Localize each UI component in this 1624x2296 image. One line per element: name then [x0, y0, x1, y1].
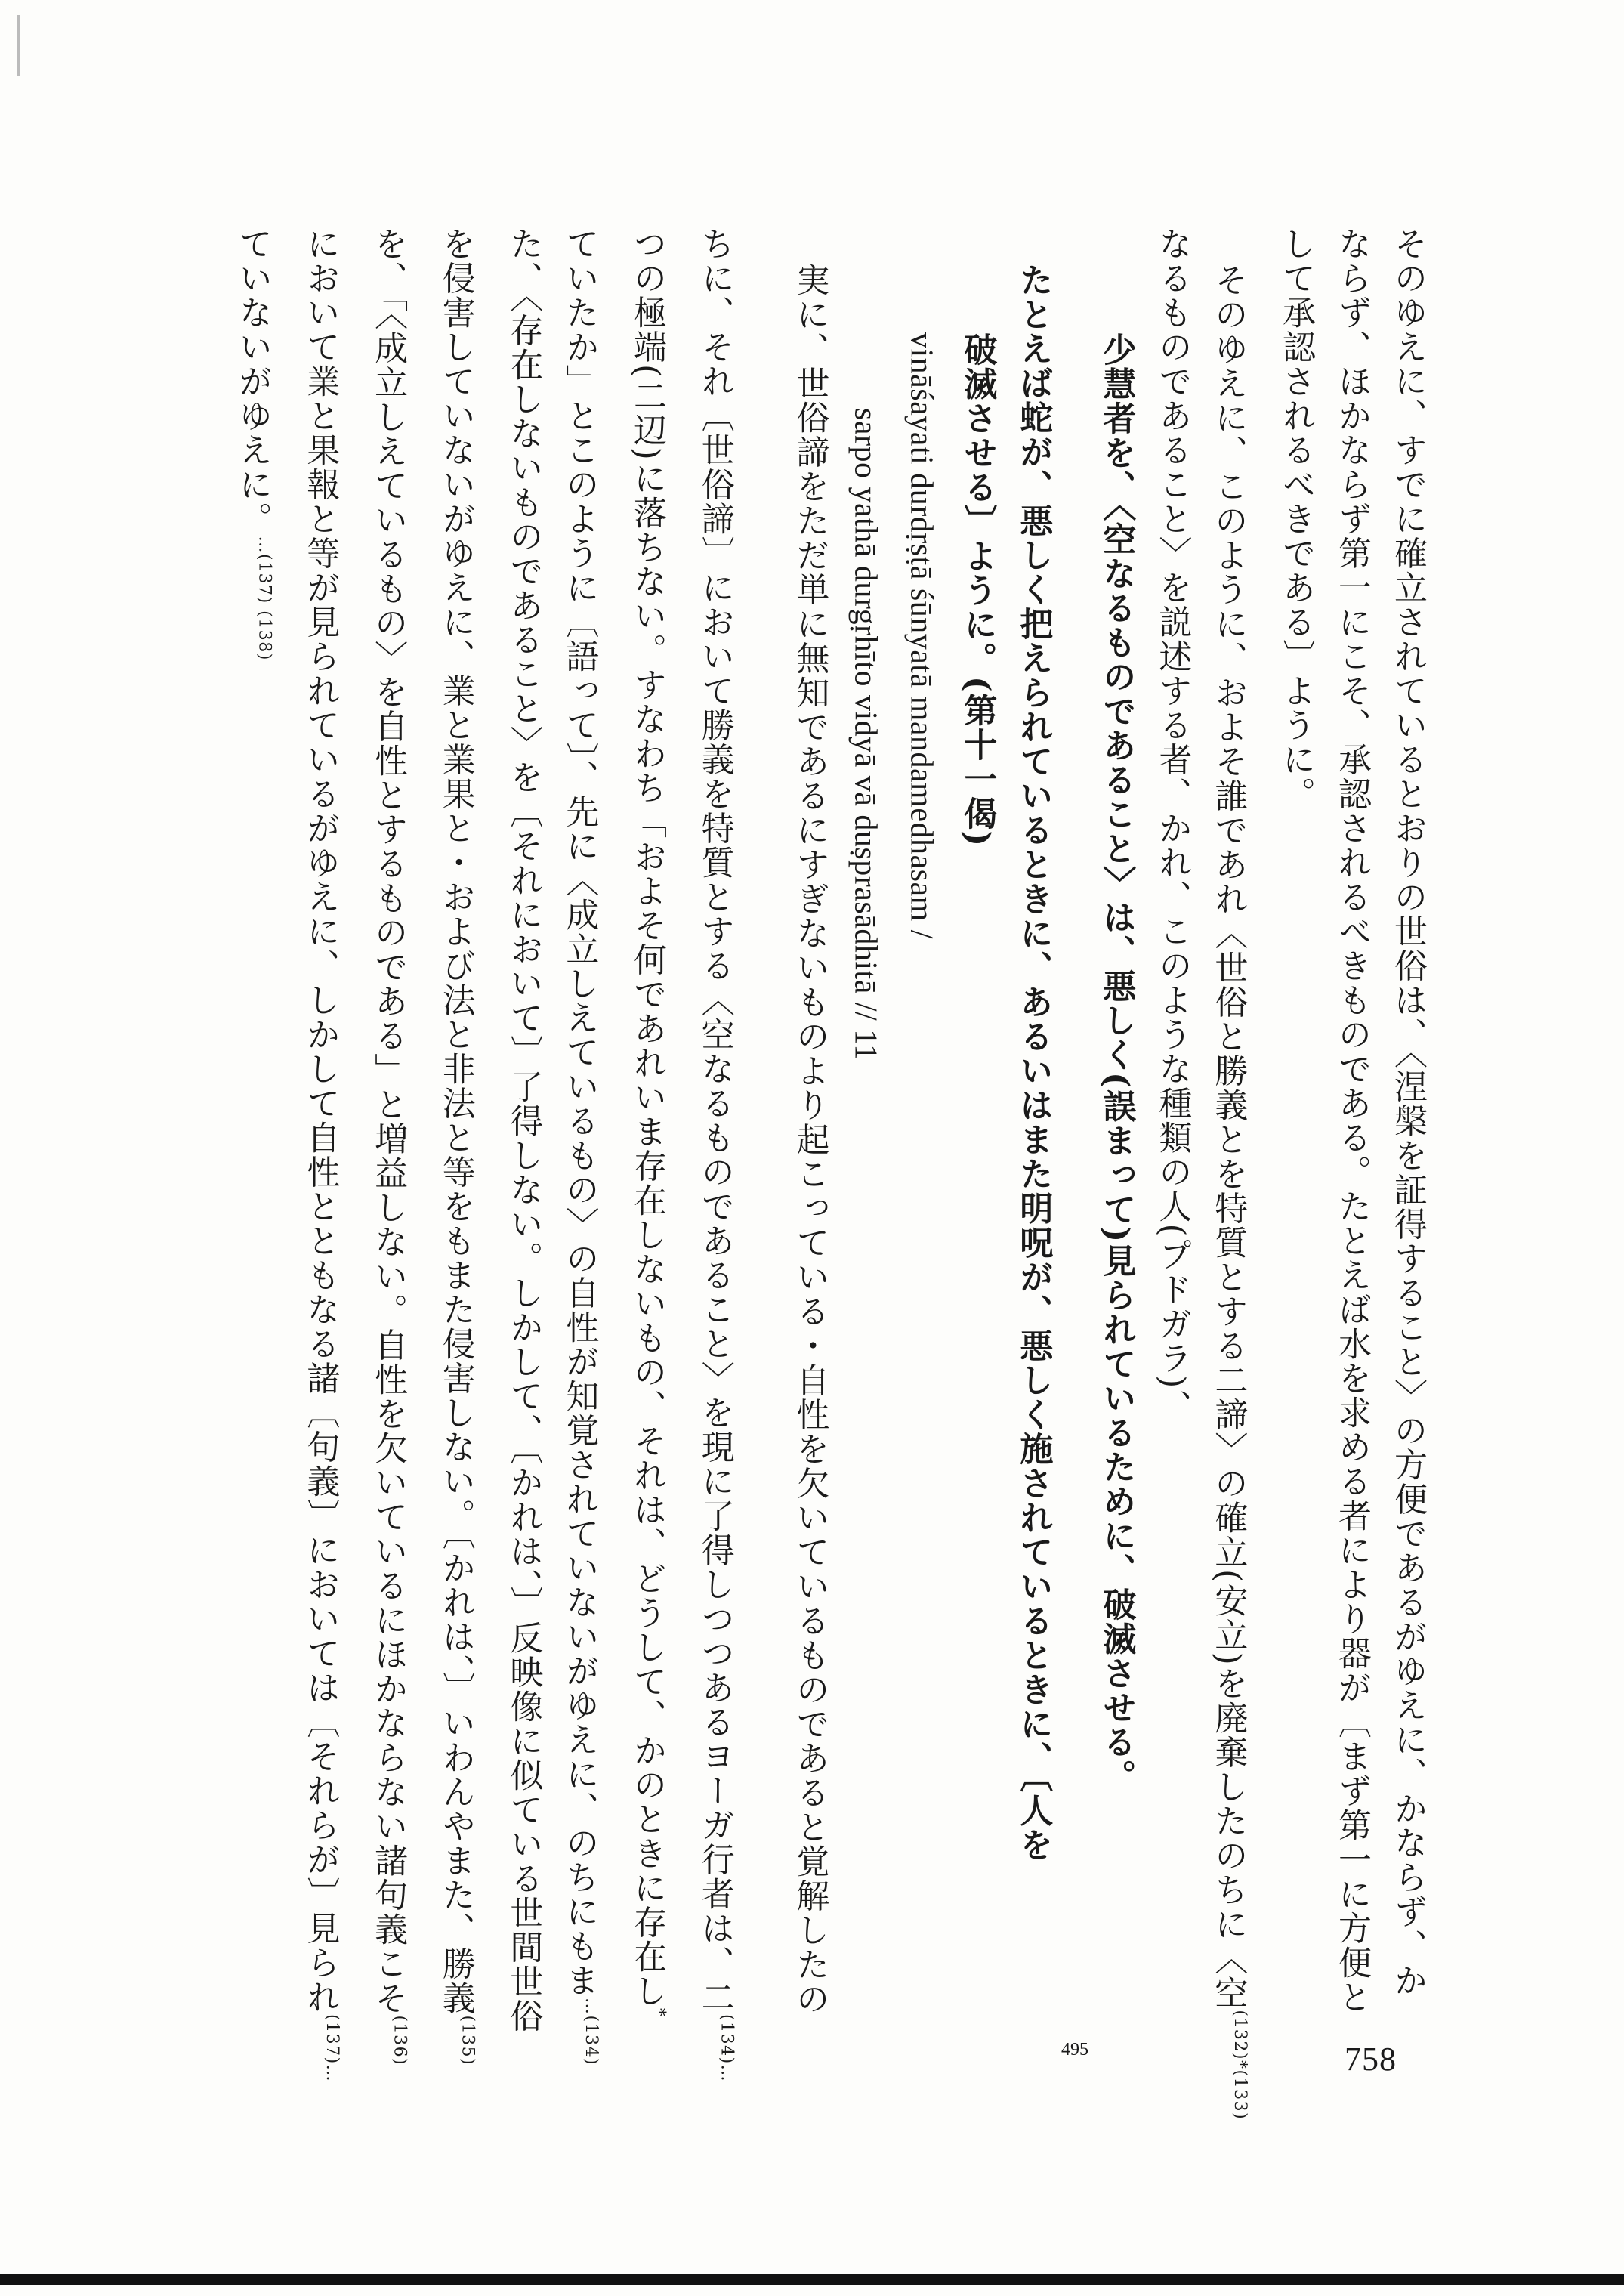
- text-line: ちに、それ〔世俗諦〕において勝義を特質とする〈空なるものであること〉を現に了得しつつあるヨーガ行者は、二$^{(134)\dots}$: [695, 227, 736, 2083]
- text-line: において業と果報と等が見られているがゆえに、しかして自性とともなる諸〔句義〕においては〔それらが〕見られ$^{(137)\dots}$: [301, 227, 342, 2083]
- verse-line: 少慧者を、〈空なるものであること〉は、悪しく(誤まって)見られているために、破滅させる。: [1097, 332, 1136, 1794]
- text-line: た、〈存在しないものであること〉を〔それにおいて〕了得しない。しかして、〔かれは、〕反映像に似ている世間世俗: [504, 227, 543, 2033]
- text-line: ならず、ほかならず第一にこそ、承認されるべきものである。たとえば水を求める者により器が〔まず第一に方便と: [1332, 227, 1371, 2014]
- footnote-marker: *: [649, 2007, 668, 2018]
- footnote-marker: …(137) (138): [255, 536, 274, 661]
- footnote-marker: (135): [458, 2015, 477, 2066]
- footnote-marker: (136): [390, 2015, 409, 2066]
- scan-artifact: [17, 15, 20, 76]
- verse-line: 破滅させる〕ように。(第十一偈): [958, 332, 997, 848]
- footnote-marker: (137)…: [323, 2014, 342, 2083]
- sanskrit-line: vināśayati durdṛṣṭā śūnyatā mandamedhasam /: [903, 332, 939, 939]
- text-line: ていないがゆえに。$^{\dots(137) (138)}$: [233, 227, 274, 661]
- bottom-rule: [0, 2274, 1624, 2285]
- vertical-text-block: [136, 227, 1435, 2121]
- text-line: そのゆえに、このように、およそ誰であれ〈世俗と勝義とを特質とする二諦〉の確立(安立)を廃棄したのちに〈空$^{(132)*(133)}$: [1209, 263, 1249, 2121]
- text-line: を、「〈成立しえているもの〉を自性とするものである」と増益しない。自性を欠いているにほかならない諸句義こそ$^{(136)}$: [369, 227, 409, 2066]
- footnote-marker: (133): [1230, 2069, 1249, 2121]
- text-line: つの極端(二辺)に落ちない。すなわち「およそ何であれいま存在しないもの、それは、どうして、かのときに存在し*: [628, 227, 668, 2018]
- footnote-marker: (132)*: [1230, 2010, 1249, 2070]
- text-line: 実に、世俗諦をただ単に無知であるにすぎないものより起こっている・自性を欠いているものであると覚解したの: [790, 263, 829, 2016]
- footnote-marker: …(134): [582, 1998, 601, 2066]
- sanskrit-line: sarpo yathā durgṛhīto vidyā vā duṣprasādhitā // 11: [848, 408, 883, 1061]
- text-line: そのゆえに、すでに確立されているとおりの世俗は、〈涅槃を証得すること〉の方便であるがゆえに、かならず、か: [1388, 227, 1427, 1998]
- page-number: 758: [1345, 2041, 1397, 2078]
- verse-line: たとえば蛇が、悪しく把えられているときに、あるいはまた明呪が、悪しく施されているときに、〔人を: [1014, 263, 1053, 1862]
- footnote-marker: (134)…: [717, 2014, 736, 2083]
- text-line: ていたか」とこのように〔語って〕、先に〈成立しえているもの〉の自性が知覚されていないがゆえに、のちにもま$^{\dots(134)}$: [560, 227, 601, 2066]
- text-line: して承認されるべきである〕ように。: [1277, 227, 1315, 811]
- text-line: なるものであること〉を説述する者、かれ、このような種類の人(プドガラ)、: [1153, 227, 1192, 1424]
- folio-number: 495: [1061, 2040, 1088, 2060]
- text-line: を侵害していないがゆえに、業と業果と・および法と非法と等をもまた侵害しない。〔かれは、〕いわんやまた、勝義$^{(135)}$: [436, 227, 477, 2066]
